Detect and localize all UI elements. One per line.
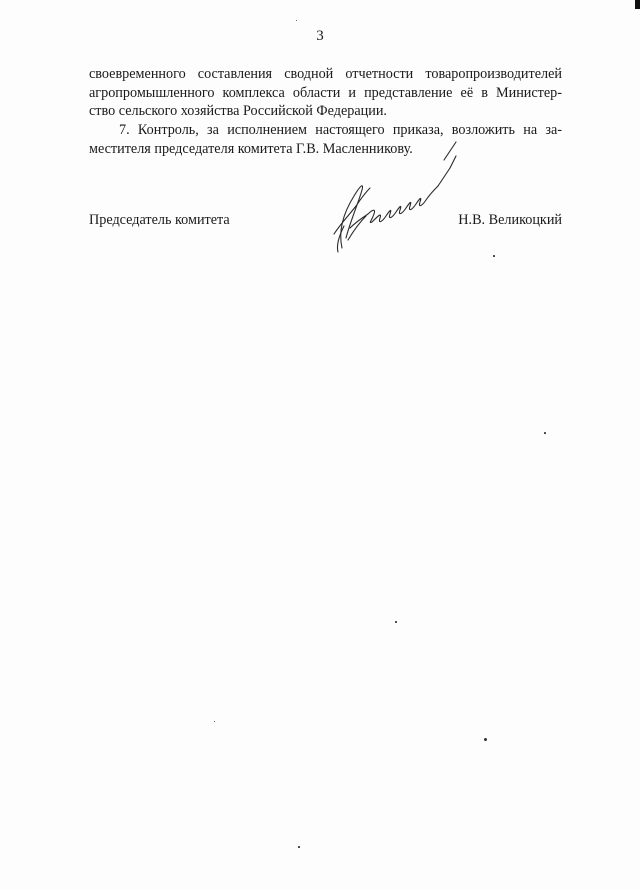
paragraph-line: ство сельского хозяйства Российской Федерации. [89,103,387,119]
scan-speck [298,846,300,848]
scan-corner-mark [635,0,640,9]
paragraph-line: местителя председателя комитета Г.В. Масленникову. [89,140,413,157]
signatory-title: Председатель комитета [89,212,230,228]
scan-speck [395,621,397,623]
scan-speck [484,738,487,741]
page-number: 3 [316,28,324,44]
scan-speck [544,432,546,434]
signatory-name: Н.В. Великоцкий [458,212,562,228]
scan-speck [296,20,297,21]
paragraph-line: своевременного составления сводной отчетности товаропроизводителей [89,66,562,82]
paragraph-line: 7. Контроль, за исполнением настоящего приказа, возложить на за- [119,122,562,138]
handwritten-signature [320,130,460,255]
scan-speck [214,721,215,722]
paragraph-line: агропромышленного комплекса области и представление её в Министер- [89,84,562,101]
paragraph-reporting [89,65,562,121]
scan-speck [493,255,495,257]
